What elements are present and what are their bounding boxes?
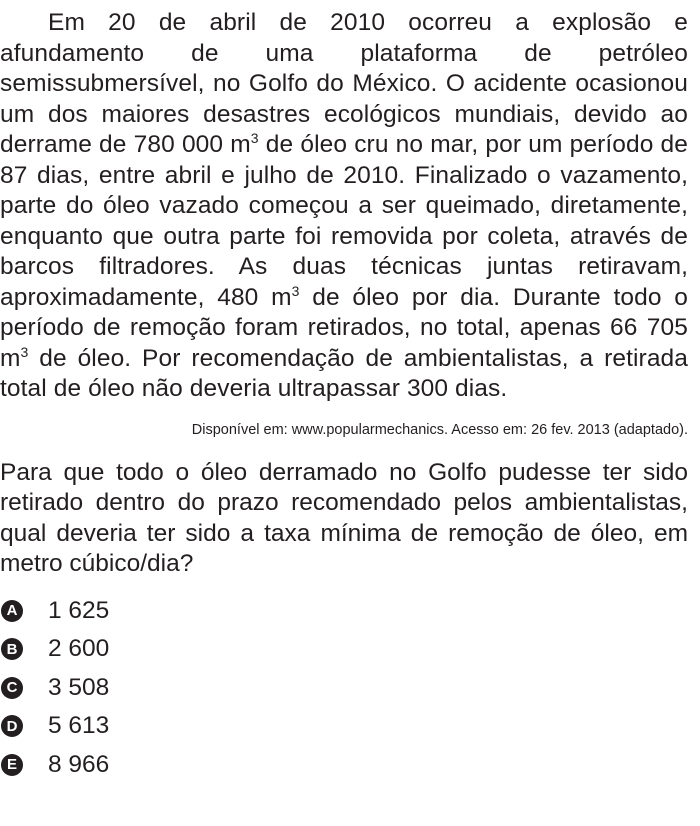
passage-text xyxy=(0,8,688,405)
option-e[interactable] xyxy=(0,746,690,785)
option-letter-a-icon: A xyxy=(1,600,23,622)
option-letter-b-icon: B xyxy=(1,638,23,660)
passage-part-4: de óleo. Por recomendação de ambientalistas, a retirada total de óleo não deveria ultrapassar 300 dias. xyxy=(0,344,688,402)
exponent-3: 3 xyxy=(20,343,29,360)
option-a[interactable] xyxy=(0,592,690,631)
answer-options xyxy=(0,592,690,785)
source-citation: Disponível em: www.popularmechanics. Acesso em: 26 fev. 2013 (adaptado). xyxy=(191,421,688,438)
passage-part-3: de óleo por dia. Durante todo o período de remoção foram retirados, no total, apenas 66 705 m xyxy=(0,283,688,372)
option-d[interactable] xyxy=(0,707,690,746)
passage-part-1: Em 20 de abril de 2010 ocorreu a explosão e afundamento de uma plataforma de petróleo semissubmersível, no Golfo do México. O acidente ocasionou um dos maiores desastres ecológicos mundiais, devido ao derrame de 780 000 m xyxy=(0,9,688,158)
exponent-1: 3 xyxy=(250,130,259,146)
question-text: Para que todo o óleo derramado no Golfo pudesse ter sido retirado dentro do prazo recomendado pelos ambientalistas, qual deveria ter sido a taxa mínima de remoção de óleo, em metro cúbico/dia? xyxy=(0,458,688,577)
option-value-d: 5 613 xyxy=(48,712,110,740)
option-c[interactable] xyxy=(0,669,690,708)
option-letter-d-icon: D xyxy=(1,715,23,737)
option-value-b: 2 600 xyxy=(48,635,110,663)
option-value-c: 3 508 xyxy=(48,673,110,701)
option-b[interactable] xyxy=(0,630,690,669)
passage-part-2: de óleo cru no mar, por um período de 87 dias, entre abril e julho de 2010. Finalizado o vazamento, parte do óleo vazado começou a ser queimado, diretamente, enquanto que outra parte foi removida por coleta, através de barcos filtradores. As duas técnicas juntas retiravam, aproximadamente, 480 m xyxy=(0,131,689,311)
option-letter-c-icon: C xyxy=(1,677,23,699)
option-value-e: 8 966 xyxy=(48,750,110,778)
exponent-2: 3 xyxy=(291,282,300,299)
option-value-a: 1 625 xyxy=(48,596,110,624)
option-letter-e-icon: E xyxy=(1,754,23,776)
